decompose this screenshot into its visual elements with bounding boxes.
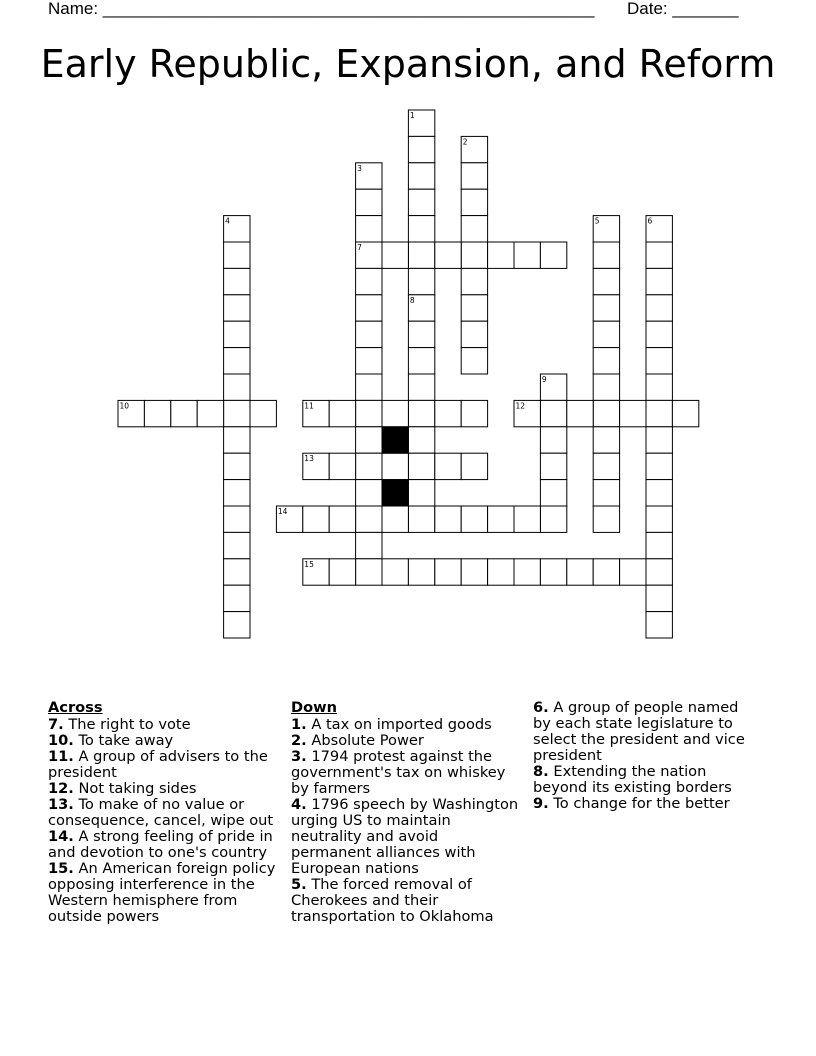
grid-cell[interactable] (461, 268, 487, 294)
grid-cell[interactable] (356, 400, 382, 426)
clue-text: A group of advisers to the president (48, 748, 268, 781)
grid-cell[interactable] (593, 427, 619, 453)
grid-cell[interactable] (461, 348, 487, 374)
grid-cell[interactable] (540, 453, 566, 479)
grid-cell[interactable] (408, 136, 434, 162)
clue-number-label: 7 (357, 243, 362, 252)
grid-cell[interactable] (461, 163, 487, 189)
clue-item (291, 797, 523, 877)
grid-cell[interactable] (356, 506, 382, 532)
grid-cell[interactable] (567, 559, 593, 585)
clue-number: 12. (48, 780, 74, 797)
grid-cell[interactable] (435, 506, 461, 532)
clue-text: An American foreign policy opposing interference in the Western hemisphere from outside powers (48, 860, 276, 925)
clue-number-label: 14 (277, 507, 288, 516)
clue-item (48, 717, 278, 733)
grid-cell[interactable] (197, 400, 223, 426)
grid-cell[interactable] (461, 559, 487, 585)
grid-cell[interactable] (224, 427, 250, 453)
clue-number-label: 15 (304, 559, 314, 569)
down-clues-continued (533, 700, 748, 812)
clue-text: A group of people named by each state legislature to select the president and vice president (533, 699, 745, 764)
grid-cell[interactable] (303, 506, 329, 532)
grid-cell[interactable] (646, 532, 672, 558)
clue-item (48, 733, 278, 749)
grid-cell[interactable] (646, 612, 672, 638)
grid-cell[interactable] (461, 400, 487, 426)
clue-item (48, 829, 278, 861)
grid-cell[interactable] (593, 559, 619, 585)
clue-number: 9. (533, 795, 549, 812)
grid-cell[interactable] (224, 374, 250, 400)
grid-cell[interactable] (224, 321, 250, 347)
grid-cell[interactable] (356, 321, 382, 347)
clue-item (48, 797, 278, 829)
clue-number-label: 4 (225, 216, 230, 226)
grid-cell[interactable] (646, 348, 672, 374)
clue-item (291, 717, 523, 733)
grid-cell[interactable] (646, 295, 672, 321)
clue-number-label: 1 (409, 111, 415, 120)
grid-cell[interactable] (329, 506, 355, 532)
clue-item (48, 749, 278, 781)
grid-cell[interactable] (461, 321, 487, 347)
clue-number: 1. (291, 716, 307, 733)
clue-number: 13. (48, 796, 74, 813)
grid-cell[interactable] (488, 559, 514, 585)
grid-cell[interactable] (540, 427, 566, 453)
clue-item (533, 700, 748, 764)
grid-cell[interactable] (329, 453, 355, 479)
grid-cell[interactable] (646, 321, 672, 347)
grid-cell[interactable] (540, 242, 566, 268)
clue-number: 15. (48, 860, 74, 877)
grid-cell[interactable] (593, 400, 619, 426)
clue-item (291, 733, 523, 749)
grid-cell[interactable] (488, 506, 514, 532)
grid-cell[interactable] (224, 612, 250, 638)
grid-cell[interactable] (593, 480, 619, 506)
grid-cell[interactable] (567, 400, 593, 426)
grid-cell[interactable] (408, 216, 434, 242)
clue-number: 10. (48, 732, 74, 749)
grid-cell[interactable] (514, 242, 540, 268)
clue-number: 5. (291, 876, 307, 893)
grid-cell[interactable] (646, 559, 672, 585)
grid-cell[interactable] (224, 532, 250, 558)
grid-cell[interactable] (593, 295, 619, 321)
down-clues (291, 700, 523, 925)
clue-number: 8. (533, 763, 549, 780)
clue-number-label: 11 (304, 401, 314, 411)
grid-cell[interactable] (382, 400, 408, 426)
clue-text: 1796 speech by Washington urging US to maintain neutrality and avoid permanent alliances with European nations (291, 796, 519, 877)
grid-cell[interactable] (620, 400, 646, 426)
clue-text: The right to vote (63, 716, 191, 733)
clue-text: To make of no value or consequence, cancel, wipe out (48, 796, 274, 829)
clue-number-label: 2 (462, 137, 468, 147)
grid-cell[interactable] (672, 400, 698, 426)
grid-cell[interactable] (408, 559, 434, 585)
grid-cell[interactable] (408, 400, 434, 426)
grid-cell[interactable] (356, 559, 382, 585)
grid-cell[interactable] (408, 268, 434, 294)
grid-cell[interactable] (408, 348, 434, 374)
grid-cell[interactable] (224, 400, 250, 426)
grid-cell[interactable] (356, 374, 382, 400)
clue-number: 11. (48, 748, 74, 765)
grid-cell[interactable] (646, 427, 672, 453)
grid-cell[interactable] (408, 163, 434, 189)
clue-number: 3. (291, 748, 307, 765)
grid-cell[interactable] (408, 480, 434, 506)
clue-number-label: 6 (647, 216, 653, 226)
grid-cell[interactable] (224, 559, 250, 585)
grid-cell[interactable] (224, 585, 250, 611)
clue-text: A tax on imported goods (306, 716, 492, 733)
grid-cell[interactable] (646, 453, 672, 479)
across-clues (48, 700, 278, 925)
grid-cell[interactable] (224, 268, 250, 294)
grid-cell[interactable] (593, 321, 619, 347)
grid-cell[interactable] (329, 559, 355, 585)
grid-cell[interactable] (171, 400, 197, 426)
clue-item (533, 764, 748, 796)
grid-cell[interactable] (435, 453, 461, 479)
grid-cell[interactable] (356, 216, 382, 242)
grid-cell[interactable] (408, 321, 434, 347)
grid-cell[interactable] (646, 585, 672, 611)
grid-cell[interactable] (646, 506, 672, 532)
grid-cell[interactable] (356, 295, 382, 321)
clue-item (291, 877, 523, 925)
grid-cell[interactable] (329, 400, 355, 426)
grid-cell[interactable] (435, 242, 461, 268)
clue-number-label: 13 (304, 454, 314, 464)
grid-cell[interactable] (646, 268, 672, 294)
grid-cell[interactable] (408, 242, 434, 268)
grid-cell[interactable] (250, 400, 276, 426)
grid-cell[interactable] (224, 506, 250, 532)
clue-item (291, 749, 523, 797)
grid-cell[interactable] (514, 506, 540, 532)
grid-cell[interactable] (144, 400, 170, 426)
clue-number-label: 9 (541, 375, 547, 384)
clue-item (533, 796, 748, 812)
grid-cell[interactable] (408, 374, 434, 400)
grid-cell[interactable] (593, 374, 619, 400)
clue-number: 6. (533, 699, 549, 716)
grid-cell[interactable] (224, 242, 250, 268)
grid-cell[interactable] (540, 559, 566, 585)
clue-text: To change for the better (548, 795, 730, 812)
clue-item (48, 861, 278, 925)
clue-text: 1794 protest against the government's tax on whiskey by farmers (291, 748, 506, 797)
grid-cell[interactable] (488, 242, 514, 268)
clue-item (48, 781, 278, 797)
clue-number-label: 5 (594, 216, 600, 226)
grid-cell[interactable] (514, 559, 540, 585)
clue-number-label: 12 (515, 401, 526, 411)
grid-cell[interactable] (382, 559, 408, 585)
grid-cell[interactable] (461, 216, 487, 242)
grid-cell[interactable] (435, 559, 461, 585)
grid-cell[interactable] (593, 348, 619, 374)
grid-cell[interactable] (435, 400, 461, 426)
grid-cell[interactable] (593, 453, 619, 479)
clue-text: Absolute Power (306, 732, 424, 749)
clue-text: A strong feeling of pride in and devotion to one's country (48, 828, 273, 861)
clue-text: Not taking sides (73, 780, 197, 797)
grid-cell[interactable] (593, 506, 619, 532)
grid-cell[interactable] (461, 189, 487, 215)
clue-number: 2. (291, 732, 307, 749)
grid-cell[interactable] (382, 506, 408, 532)
blocked-cell (382, 480, 408, 506)
grid-cell[interactable] (356, 532, 382, 558)
grid-cell[interactable] (461, 453, 487, 479)
clue-number: 7. (48, 716, 64, 733)
clue-text: The forced removal of Cherokees and their transportation to Oklahoma (291, 876, 494, 925)
grid-cell[interactable] (224, 295, 250, 321)
clue-text: Extending the nation beyond its existing borders (533, 763, 732, 796)
grid-cell[interactable] (356, 189, 382, 215)
clue-number: 14. (48, 828, 74, 845)
across-heading: Across (48, 699, 103, 716)
grid-cell[interactable] (593, 268, 619, 294)
grid-cell[interactable] (408, 506, 434, 532)
grid-cell[interactable] (224, 480, 250, 506)
name-field: Name: ____________________________________________________ (48, 0, 595, 18)
grid-cell[interactable] (461, 506, 487, 532)
grid-cell[interactable] (540, 480, 566, 506)
grid-cell[interactable] (382, 453, 408, 479)
grid-cell[interactable] (461, 295, 487, 321)
date-field: Date: _______ (627, 0, 739, 18)
blocked-cell (382, 427, 408, 453)
clue-number-label: 8 (409, 295, 415, 305)
grid-cell[interactable] (356, 453, 382, 479)
clue-number-label: 3 (357, 163, 362, 173)
down-heading: Down (291, 699, 338, 716)
grid-cell[interactable] (356, 348, 382, 374)
grid-cell[interactable] (224, 348, 250, 374)
grid-cell[interactable] (408, 189, 434, 215)
grid-cell[interactable] (540, 400, 566, 426)
page-title: Early Republic, Expansion, and Reform (40, 42, 776, 86)
grid-cell[interactable] (620, 559, 646, 585)
grid-cell[interactable] (540, 506, 566, 532)
grid-cell[interactable] (356, 268, 382, 294)
grid-cell[interactable] (646, 400, 672, 426)
grid-cell[interactable] (382, 242, 408, 268)
grid-cell[interactable] (593, 242, 619, 268)
clue-number: 4. (291, 796, 307, 813)
grid-cell[interactable] (461, 242, 487, 268)
clue-text: To take away (73, 732, 174, 749)
grid-cell[interactable] (646, 480, 672, 506)
clue-number-label: 10 (119, 401, 130, 411)
grid-cell[interactable] (646, 242, 672, 268)
grid-cell[interactable] (356, 480, 382, 506)
grid-cell[interactable] (356, 427, 382, 453)
grid-cell[interactable] (224, 453, 250, 479)
grid-cell[interactable] (408, 427, 434, 453)
grid-cell[interactable] (408, 453, 434, 479)
grid-cell[interactable] (646, 374, 672, 400)
